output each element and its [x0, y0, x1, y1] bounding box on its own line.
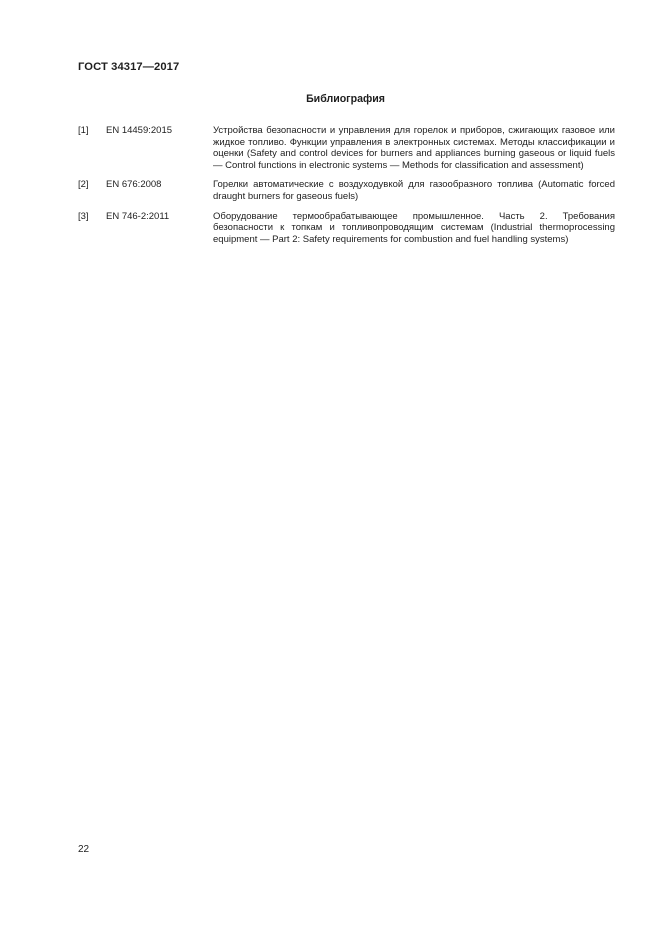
section-title: Библиография [306, 93, 385, 105]
document-code: ГОСТ 34317—2017 [78, 61, 180, 73]
entry-description: Горелки автоматические с воздуходувкой для газообразного топлива (Automatic forced draught burners for gaseous fuels) [213, 179, 615, 202]
entry-number: [2] [78, 179, 89, 191]
entry-description: Оборудование термообрабатывающее промышленное. Часть 2. Требования безопасности к топкам и топливопроводящим системам (Industrial thermoprocessing equipment — Part 2: Safety requirements for combustion and fuel handling systems) [213, 210, 615, 245]
entry-description: Устройства безопасности и управления для горелок и приборов, сжигающих газовое или жидкое топливо. Функции управления в электронных системах. Методы классификации и оценки (Safety and control devices for burners and appliances burning gaseous or liquid fuels — Control functions in electronic systems — Methods for classification and assessment) [213, 125, 615, 171]
bibliography-list [78, 125, 615, 253]
entry-number: [3] [78, 210, 89, 222]
bibliography-entry [78, 211, 615, 246]
entry-standard-code: EN 746-2:2011 [106, 210, 170, 222]
entry-number: [1] [78, 125, 89, 136]
bibliography-entry [78, 179, 615, 202]
entry-standard-code: EN 676:2008 [106, 179, 162, 191]
bibliography-entry [78, 125, 615, 171]
entry-standard-code: EN 14459:2015 [106, 125, 173, 136]
page-number: 22 [78, 844, 90, 855]
